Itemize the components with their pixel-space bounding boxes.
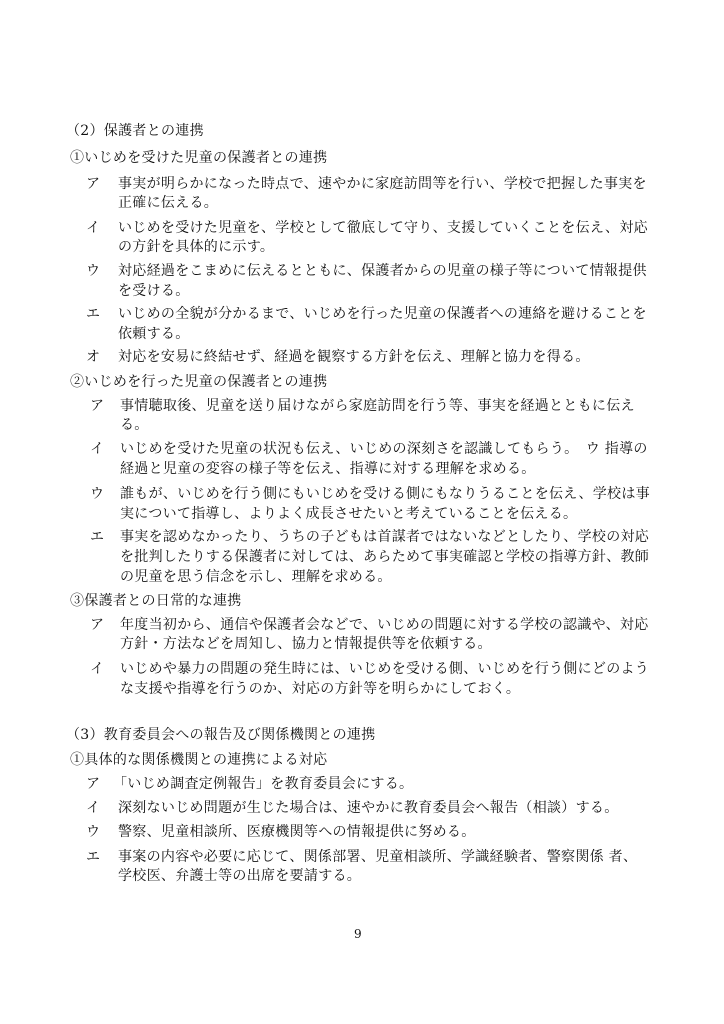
- item-text: 事案の内容や必要に応じて、関係部署、児童相談所、学識経験者、警察関係 者、: [118, 849, 638, 865]
- item-text: 学校医、弁護士等の出席を要請する。: [118, 868, 362, 884]
- item-text: 経過と児童の変容の様子等を伝え、指導に対する理解を求める。: [120, 461, 536, 477]
- item-text: 実について指導し、よりよく成長させたいと考えていることを伝える。: [120, 506, 578, 522]
- item-text: 警察、児童相談所、医療機関等への情報提供に努める。: [118, 824, 476, 840]
- item-marker: イ: [90, 661, 104, 677]
- item-marker: ア: [86, 776, 100, 792]
- item-text: る。: [120, 417, 149, 433]
- item-text: を受ける。: [118, 283, 190, 299]
- item-text: いじめや暴力の問題の発生時には、いじめを受ける側、いじめを行う側にどのよう: [120, 661, 650, 677]
- section-heading: （3）教育委員会への報告及び関係機関との連携: [66, 727, 376, 743]
- item-text: 事実を認めなかったり、うちの子どもは首謀者ではないなどとしたり、学校の対応: [120, 529, 650, 545]
- item-text: 「いじめ調査定例報告」を教育委員会にする。: [113, 776, 414, 792]
- item-text: 方針・方法などを周知し、協力と情報提供等を依頼する。: [120, 636, 492, 652]
- subsection-heading: ①いじめを受けた児童の保護者との連携: [70, 150, 328, 166]
- item-marker: イ: [90, 441, 104, 457]
- item-marker: ウ: [86, 263, 100, 279]
- item-text: いじめの全貌が分かるまで、いじめを行った児童の保護者への連絡を避けることを: [118, 306, 647, 322]
- item-marker: イ: [86, 220, 100, 236]
- page-number: 9: [354, 927, 362, 941]
- item-marker: エ: [90, 529, 104, 545]
- item-marker: オ: [86, 349, 100, 365]
- item-text: の児童を思う信念を示し、理解を求める。: [120, 569, 392, 585]
- item-marker: ウ: [86, 824, 100, 840]
- section-heading: （2）保護者との連携: [66, 123, 204, 139]
- item-text: を批判したりする保護者に対しては、あらためて事実確認と学校の指導方針、教師: [120, 549, 650, 565]
- item-text: の方針を具体的に示す。: [118, 239, 275, 255]
- subsection-heading: ③保護者との日常的な連携: [70, 593, 242, 609]
- item-marker: ウ: [90, 486, 104, 502]
- item-text: 対応を安易に終結せず、経過を観察する方針を伝え、理解と協力を得る。: [118, 349, 590, 365]
- item-marker: ア: [90, 398, 104, 414]
- item-marker: ア: [90, 617, 104, 633]
- item-text: 事実が明らかになった時点で、速やかに家庭訪問等を行い、学校で把握した事実を: [118, 176, 647, 192]
- item-marker: ア: [86, 176, 100, 192]
- subsection-heading: ②いじめを行った児童の保護者との連携: [70, 374, 328, 390]
- subsection-heading: ①具体的な関係機関との連携による対応: [70, 752, 328, 768]
- item-marker: イ: [86, 800, 100, 816]
- item-text: 深刻ないじめ問題が生じた場合は、速やかに教育委員会へ報告（相談）する。: [118, 800, 619, 816]
- item-marker: エ: [86, 306, 100, 322]
- item-marker: エ: [86, 849, 100, 865]
- item-text: 事情聴取後、児童を送り届けながら家庭訪問を行う等、事実を経過とともに伝え: [120, 398, 635, 414]
- item-text: 正確に伝える。: [118, 195, 219, 211]
- item-text: 対応経過をこまめに伝えるとともに、保護者からの児童の様子等について情報提供: [118, 263, 647, 279]
- item-text: な支援や指導を行うのか、対応の方針等を明らかにしておく。: [120, 681, 521, 697]
- item-text: 年度当初から、通信や保護者会などで、いじめの問題に対する学校の認識や、対応: [120, 617, 649, 633]
- item-text: いじめを受けた児童を、学校として徹底して守り、支援していくことを伝え、対応: [118, 220, 648, 236]
- item-text: 誰もが、いじめを行う側にもいじめを受ける側にもなりうることを伝え、学校は事: [120, 486, 650, 502]
- item-text: いじめを受けた児童の状況も伝え、いじめの深刻さを認識してもらう。 ウ 指導の: [120, 441, 648, 457]
- item-text: 依頼する。: [118, 326, 190, 342]
